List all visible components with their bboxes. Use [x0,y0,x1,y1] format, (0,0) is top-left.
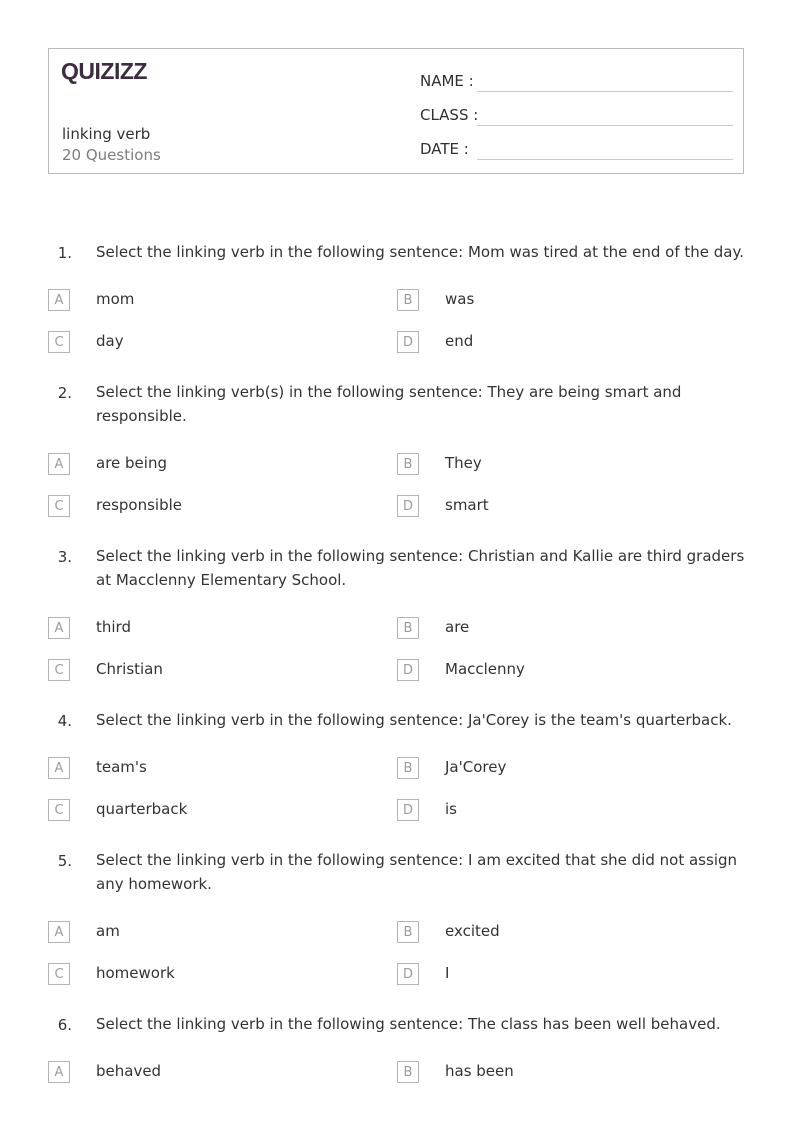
option-letter-box: B [397,617,419,639]
option-text: Macclenny [445,660,525,678]
option-letter-box: A [48,453,70,475]
question-text: Select the linking verb in the following sentence: Ja'Corey is the team's quarterback. [96,711,732,729]
option-letter-box: A [48,617,70,639]
date-line [477,159,733,160]
option-text: are [445,618,470,636]
date-label: DATE : [420,140,469,158]
option-text: day [96,332,124,350]
option-text: I [445,964,450,982]
option-text: am [96,922,120,940]
option-letter-box: D [397,331,419,353]
class-field [420,100,733,124]
name-line [477,91,733,92]
option-letter-box: B [397,757,419,779]
option-letter-box: D [397,799,419,821]
option-letter-box: D [397,495,419,517]
option-text: smart [445,496,489,514]
option-text: homework [96,964,175,982]
option-letter-box: B [397,289,419,311]
quizizz-logo-icon [61,57,153,85]
question-text: Select the linking verb in the following sentence: Mom was tired at the end of the day. [96,243,745,261]
svg-text:QUIZIZZ: QUIZIZZ [61,58,147,84]
name-label: NAME : [420,72,474,90]
option-letter-box: C [48,963,70,985]
option-text: was [445,290,475,308]
option-letter-box: B [397,453,419,475]
worksheet-header [48,48,744,174]
question-number: 2. [57,384,72,402]
option-letter-box: D [397,963,419,985]
question-number: 1. [57,244,72,262]
option-letter-box: B [397,921,419,943]
quizizz-logo [61,57,153,89]
question-number: 6. [57,1016,72,1034]
option-text: end [445,332,474,350]
option-letter-box: A [48,289,70,311]
option-text: behaved [96,1062,162,1080]
worksheet-title: linking verb [62,125,151,143]
question-number: 4. [57,712,72,730]
option-letter-box: D [397,659,419,681]
question-count: 20 Questions [62,146,161,164]
option-letter-box: C [48,659,70,681]
date-field [420,134,733,158]
option-text: third [96,618,131,636]
question-text: Select the linking verb(s) in the following sentence: They are being smart and responsible. [96,383,682,425]
option-letter-box: C [48,331,70,353]
option-letter-box: A [48,757,70,779]
option-text: Christian [96,660,163,678]
option-letter-box: B [397,1061,419,1083]
option-text: mom [96,290,135,308]
question-text: Select the linking verb in the following sentence: Christian and Kallie are third graders at Macclenny Elementary School. [96,547,745,589]
option-text: team's [96,758,147,776]
option-letter-box: A [48,1061,70,1083]
option-text: is [445,800,457,818]
option-letter-box: C [48,495,70,517]
question-text: Select the linking verb in the following sentence: The class has been well behaved. [96,1015,721,1033]
option-text: has been [445,1062,514,1080]
question-text: Select the linking verb in the following sentence: I am excited that she did not assign any homework. [96,851,738,893]
question-number: 3. [57,548,72,566]
option-text: excited [445,922,500,940]
option-letter-box: C [48,799,70,821]
name-field [420,66,733,90]
class-label: CLASS : [420,106,479,124]
option-letter-box: A [48,921,70,943]
option-text: are being [96,454,167,472]
option-text: quarterback [96,800,188,818]
option-text: responsible [96,496,182,514]
option-text: They [445,454,482,472]
question-number: 5. [57,852,72,870]
class-line [477,125,733,126]
option-text: Ja'Corey [445,758,507,776]
